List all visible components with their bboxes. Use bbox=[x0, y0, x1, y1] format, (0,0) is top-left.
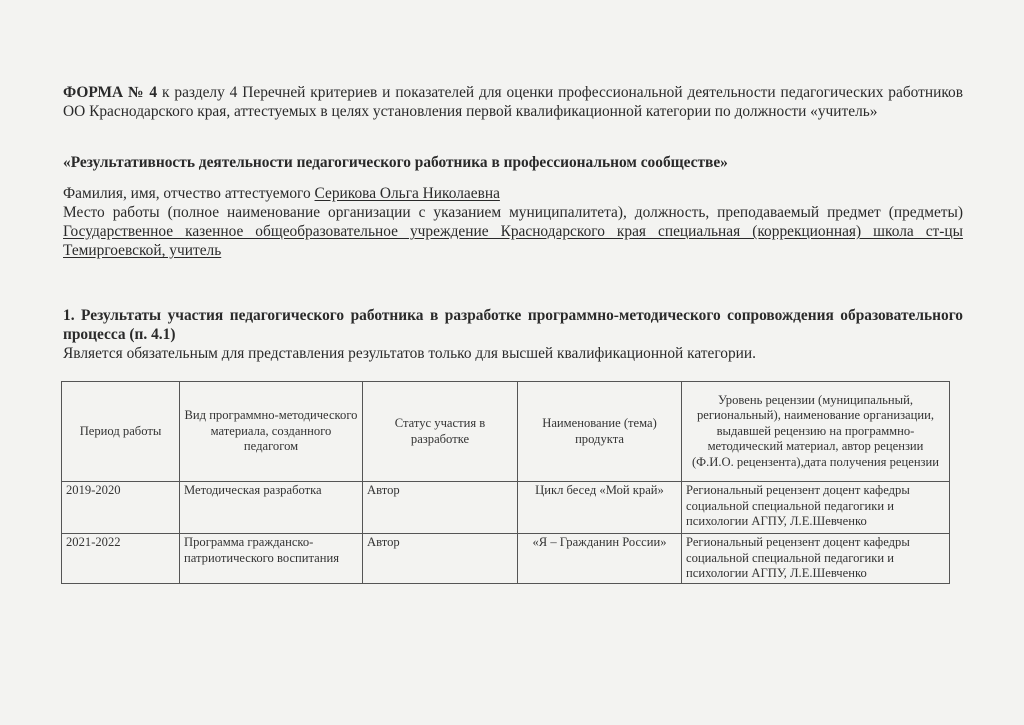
cell-product-name: «Я – Гражданин России» bbox=[518, 534, 682, 584]
form-heading-text: к разделу 4 Перечней критериев и показателей для оценки профессиональной деятельности педагогических работников ОО Краснодарского края, аттестуемых в целях установления первой квалификационной категории по должности «учитель» bbox=[63, 84, 964, 120]
table-header-row bbox=[62, 382, 950, 482]
section-1-title: 1. Результаты участия педагогического работника в разработке программно-методического сопровождения образовательного процесса (п. 4.1) bbox=[63, 307, 963, 343]
cell-period: 2019-2020 bbox=[62, 482, 180, 534]
section-1 bbox=[63, 306, 963, 363]
header-product-name: Наименование (тема) продукта bbox=[518, 382, 682, 482]
header-review-level: Уровень рецензии (муниципальный, региональный), наименование организации, выдавшей рецензию на программно-методический материал, автор рецензии (Ф.И.О. рецензента),дата получения рецензии bbox=[682, 382, 950, 482]
name-line bbox=[63, 184, 963, 203]
cell-material-type: Методическая разработка bbox=[180, 482, 363, 534]
section-subtitle: «Результативность деятельности педагогического работника в профессиональном сообществе» bbox=[63, 154, 728, 171]
cell-material-type: Программа гражданско-патриотического воспитания bbox=[180, 534, 363, 584]
cell-status: Автор bbox=[363, 482, 518, 534]
cell-review: Региональный рецензент доцент кафедры социальной специальной педагогики и психологии АГПУ, Л.Е.Шевченко bbox=[682, 482, 950, 534]
person-info bbox=[63, 184, 963, 260]
name-value: Серикова Ольга Николаевна bbox=[314, 185, 500, 202]
header-period: Период работы bbox=[62, 382, 180, 482]
table-row bbox=[62, 482, 950, 534]
form-heading bbox=[63, 83, 963, 121]
header-participation-status: Статус участия в разработке bbox=[363, 382, 518, 482]
form-label: ФОРМА № 4 bbox=[63, 84, 158, 101]
results-table bbox=[61, 381, 950, 584]
cell-period: 2021-2022 bbox=[62, 534, 180, 584]
table-row bbox=[62, 534, 950, 584]
name-label: Фамилия, имя, отчество аттестуемого bbox=[63, 185, 315, 202]
workplace-value: Государственное казенное общеобразовательное учреждение Краснодарского края специальная (коррекционная) школа ст-цы Темиргоевской, учитель bbox=[63, 223, 963, 259]
section-1-note: Является обязательным для представления результатов только для высшей квалификационной категории. bbox=[63, 345, 757, 362]
cell-product-name: Цикл бесед «Мой край» bbox=[518, 482, 682, 534]
workplace-line bbox=[63, 203, 963, 260]
cell-status: Автор bbox=[363, 534, 518, 584]
cell-review: Региональный рецензент доцент кафедры социальной специальной педагогики и психологии АГПУ, Л.Е.Шевченко bbox=[682, 534, 950, 584]
header-material-type: Вид программно-методического материала, созданного педагогом bbox=[180, 382, 363, 482]
workplace-label: Место работы (полное наименование организации с указанием муниципалитета), должность, преподаваемый предмет (предметы) bbox=[63, 204, 963, 221]
